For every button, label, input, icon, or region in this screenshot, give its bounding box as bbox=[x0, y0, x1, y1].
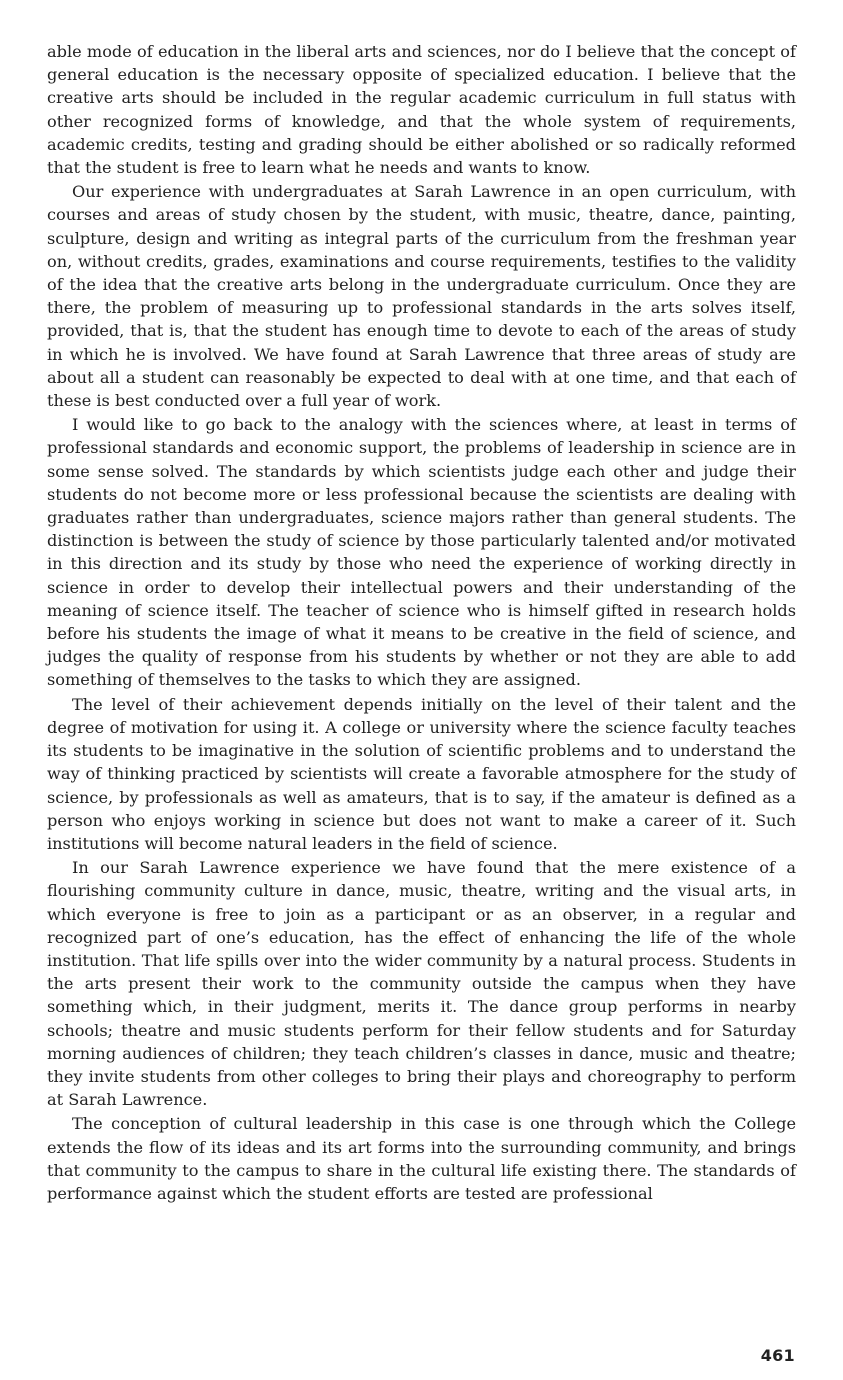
page-number: 461 bbox=[760, 1346, 795, 1365]
body-text bbox=[47, 40, 796, 1206]
paragraph-6: The conception of cultural leadership in this case is one through which the College extends the flow of its ideas and its art forms into the surrounding community, and brings that community to the campus to share in the cultural life existing there. The standards of performance against which the student efforts are tested are professional bbox=[47, 1114, 796, 1203]
paragraph-1: able mode of education in the liberal arts and sciences, nor do I believe that the concept of general education is the necessary opposite of specialized education. I believe that the creative arts should be included in the regular academic curriculum in full status with other recognized forms of knowledge, and that the whole system of requirements, academic credits, testing and grading should be either abolished or so radically reformed that the student is free to learn what he needs and wants to know. bbox=[47, 42, 796, 178]
paragraph-2: Our experience with undergraduates at Sarah Lawrence in an open curriculum, with courses and areas of study chosen by the student, with music, theatre, dance, painting, sculpture, design and writing as integral parts of the curriculum from the freshman year on, without credits, grades, examinations and course requirements, testifies to the validity of the idea that the creative arts belong in the undergraduate curriculum. Once they are there, the problem of measuring up to professional standards in the arts solves itself, provided, that is, that the student has enough time to devote to each of the areas of study in which he is involved. We have found at Sarah Lawrence that three areas of study are about all a student can reasonably be expected to deal with at one time, and that each of these is best conducted over a full year of work. bbox=[47, 182, 796, 411]
paragraph-3: I would like to go back to the analogy with the sciences where, at least in terms of professional standards and economic support, the problems of leadership in science are in some sense solved. The standards by which scientists judge each other and judge their students do not become more or less professional because the scientists are dealing with graduates rather than undergraduates, science majors rather than general students. The distinction is between the study of science by those particularly talented and/or motivated in this direction and its study by those who need the experience of working directly in science in order to develop their intellectual powers and their understanding of the meaning of science itself. The teacher of science who is himself gifted in research holds before his students the image of what it means to be creative in the field of science, and judges the quality of response from his students by whether or not they are able to add something of themselves to the tasks to which they are assigned. bbox=[47, 415, 796, 690]
paragraph-5: In our Sarah Lawrence experience we have found that the mere existence of a flourishing community culture in dance, music, theatre, writing and the visual arts, in which everyone is free to join as a participant or as an observer, in a regular and recognized part of one’s education, has the effect of enhancing the life of the whole institution. That life spills over into the wider community by a natural process. Students in the arts present their work to the community outside the campus when they have something which, in their judgment, merits it. The dance group performs in nearby schools; theatre and music students perform for their fellow students and for Saturday morning audiences of children; they teach children’s classes in dance, music and theatre; they invite students from other colleges to bring their plays and choreography to perform at Sarah Lawrence. bbox=[47, 858, 796, 1110]
paragraph-4: The level of their achievement depends initially on the level of their talent and the degree of motivation for using it. A college or university where the science faculty teaches its students to be imaginative in the solution of scientific problems and to understand the way of thinking practiced by scientists will create a favorable atmosphere for the study of science, by professionals as well as amateurs, that is to say, if the amateur is defined as a person who enjoys working in science but does not want to make a career of it. Such institutions will become natural leaders in the field of science. bbox=[47, 694, 796, 853]
